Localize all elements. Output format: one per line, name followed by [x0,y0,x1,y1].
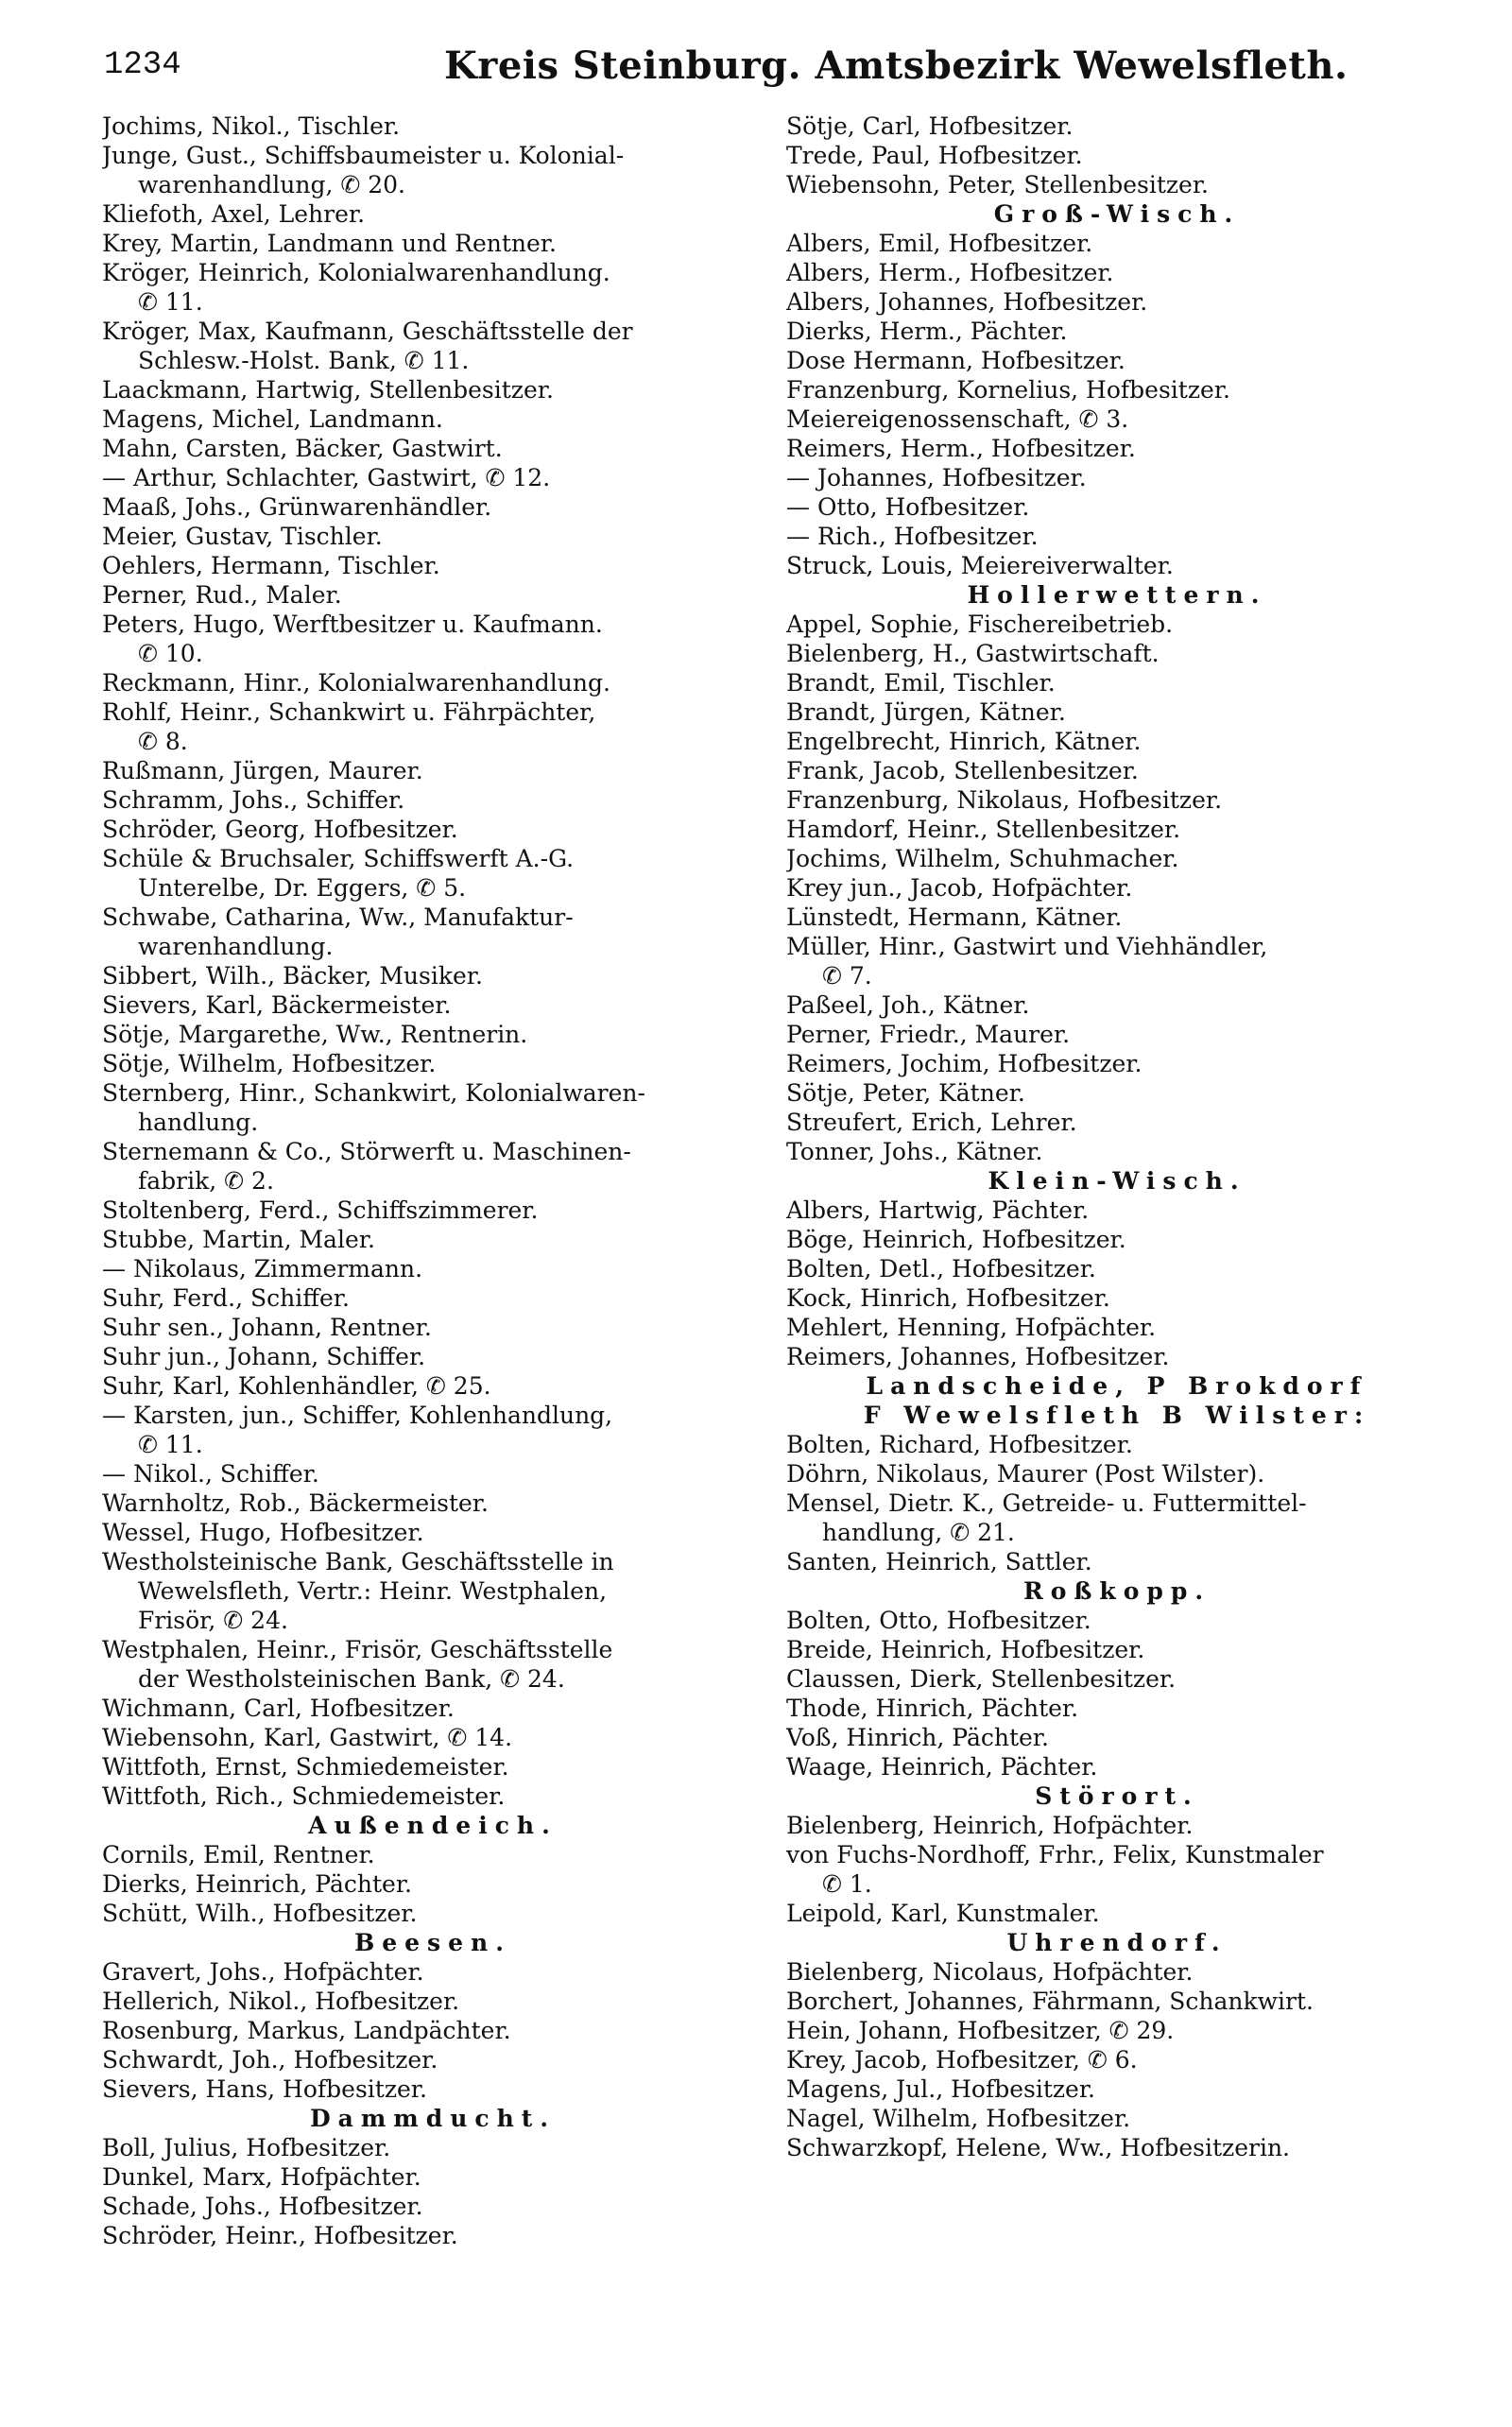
directory-entry: Peters, Hugo, Werftbesitzer u. Kaufmann. [102,611,603,638]
section-heading: Groß-Wisch. [993,200,1241,228]
directory-entry: Bolten, Detl., Hofbesitzer. [786,1255,1096,1282]
directory-entry: Wichmann, Carl, Hofbesitzer. [102,1695,455,1722]
directory-entry: Schwabe, Catharina, Ww., Manufaktur- [102,904,574,931]
directory-entry: Meier, Gustav, Tischler. [102,523,383,550]
section-heading: Uhrendorf. [1006,1929,1228,1956]
directory-entry: Wittfoth, Rich., Schmiedemeister. [102,1782,506,1810]
directory-entry: Trede, Paul, Hofbesitzer. [786,142,1083,169]
directory-entry: — Karsten, jun., Schiffer, Kohlenhandlung, [102,1402,613,1429]
section-heading: Störort. [1035,1782,1199,1810]
section-heading: Roßkopp. [1022,1577,1211,1605]
directory-entry: Albers, Herm., Hofbesitzer. [786,259,1114,286]
entry-continuation: ✆ 10. [138,640,203,667]
directory-entry: Sötje, Carl, Hofbesitzer. [786,112,1074,140]
directory-entry: Mehlert, Henning, Hofpächter. [786,1314,1157,1341]
directory-entry: Suhr, Ferd., Schiffer. [102,1284,350,1312]
directory-entry: Borchert, Johannes, Fährmann, Schankwirt. [786,1988,1314,2015]
directory-entry: Franzenburg, Nikolaus, Hofbesitzer. [786,786,1223,814]
directory-entry: Sievers, Karl, Bäckermeister. [102,991,452,1019]
directory-entry: Reimers, Jochim, Hofbesitzer. [786,1050,1143,1077]
directory-entry: Suhr jun., Johann, Schiffer. [102,1343,426,1370]
directory-entry: Albers, Emil, Hofbesitzer. [786,230,1093,257]
directory-entry: Schröder, Heinr., Hofbesitzer. [102,2222,458,2249]
section-heading: Außendeich. [308,1812,558,1839]
entry-continuation: ✆ 11. [138,1431,203,1458]
directory-entry: — Nikol., Schiffer. [102,1460,319,1488]
directory-entry: Thode, Hinrich, Pächter. [786,1695,1079,1722]
directory-entry: Böge, Heinrich, Hofbesitzer. [786,1226,1126,1253]
entry-continuation: der Westholsteinischen Bank, ✆ 24. [138,1665,565,1693]
directory-entry: Laackmann, Hartwig, Stellenbesitzer. [102,376,554,404]
directory-entry: Bielenberg, Heinrich, Hofpächter. [786,1812,1194,1839]
directory-entry: Santen, Heinrich, Sattler. [786,1548,1092,1575]
directory-entry: Schwarzkopf, Helene, Ww., Hofbesitzerin. [786,2134,1290,2161]
directory-entry: Warnholtz, Rob., Bäckermeister. [102,1489,489,1517]
directory-entry: Lünstedt, Hermann, Kätner. [786,904,1123,931]
directory-entry: Stoltenberg, Ferd., Schiffszimmerer. [102,1196,539,1224]
directory-entry: — Rich., Hofbesitzer. [786,523,1039,550]
directory-entry: Suhr sen., Johann, Rentner. [102,1314,432,1341]
directory-entry: Schröder, Georg, Hofbesitzer. [102,816,458,843]
directory-entry: Perner, Rud., Maler. [102,581,342,609]
directory-entry: Hamdorf, Heinr., Stellenbesitzer. [786,816,1181,843]
directory-entry: Bolten, Otto, Hofbesitzer. [786,1607,1091,1634]
directory-entry: Krey, Martin, Landmann und Rentner. [102,230,557,257]
directory-entry: Mahn, Carsten, Bäcker, Gastwirt. [102,435,503,462]
right-column [786,112,1448,2162]
directory-entry: Wittfoth, Ernst, Schmiedemeister. [102,1753,509,1781]
directory-entry: — Johannes, Hofbesitzer. [786,464,1087,491]
directory-entry: Appel, Sophie, Fischereibetrieb. [786,611,1174,638]
directory-entry: Dierks, Heinrich, Pächter. [102,1870,412,1898]
entry-continuation: fabrik, ✆ 2. [138,1167,274,1195]
directory-entry: Dierks, Herm., Pächter. [786,318,1068,345]
directory-entry: Schade, Johs., Hofbesitzer. [102,2193,423,2220]
directory-entry: Bielenberg, Nicolaus, Hofpächter. [786,1958,1194,1986]
left-column [102,112,764,2250]
directory-entry: Streufert, Erich, Lehrer. [786,1109,1077,1136]
directory-entry: Krey, Jacob, Hofbesitzer, ✆ 6. [786,2046,1138,2074]
directory-entry: Schwardt, Joh., Hofbesitzer. [102,2046,438,2074]
directory-entry: Albers, Johannes, Hofbesitzer. [786,288,1148,316]
section-heading: F Wewelsfleth B Wilster: [863,1402,1371,1429]
directory-entry: Schramm, Johs., Schiffer. [102,786,405,814]
directory-entry: Kock, Hinrich, Hofbesitzer. [786,1284,1110,1312]
directory-entry: Cornils, Emil, Rentner. [102,1841,375,1868]
entry-continuation: Schlesw.-Holst. Bank, ✆ 11. [138,347,470,374]
directory-entry: Schütt, Wilh., Hofbesitzer. [102,1900,418,1927]
directory-entry: Dunkel, Marx, Hofpächter. [102,2163,421,2191]
directory-entry: Magens, Michel, Landmann. [102,405,443,433]
directory-entry: Voß, Hinrich, Pächter. [786,1724,1049,1751]
directory-entry: Frank, Jacob, Stellenbesitzer. [786,757,1139,784]
directory-entry: Franzenburg, Kornelius, Hofbesitzer. [786,376,1230,404]
directory-entry: Sötje, Wilhelm, Hofbesitzer. [102,1050,437,1077]
entry-continuation: ✆ 7. [822,962,872,990]
entry-continuation: handlung. [138,1109,259,1136]
directory-entry: Jochims, Nikol., Tischler. [102,112,401,140]
section-heading: Hollerwettern. [967,581,1267,609]
entry-continuation: ✆ 8. [138,728,188,755]
directory-entry: Rohlf, Heinr., Schankwirt u. Fährpächter, [102,698,596,726]
directory-entry: Suhr, Karl, Kohlenhändler, ✆ 25. [102,1372,491,1400]
entry-continuation: Wewelsfleth, Vertr.: Heinr. Westphalen, [138,1577,608,1605]
directory-entry: Perner, Friedr., Maurer. [786,1021,1071,1048]
directory-entry: Kliefoth, Axel, Lehrer. [102,200,366,228]
directory-entry: Jochims, Wilhelm, Schuhmacher. [786,845,1179,872]
section-heading: Landscheide, P Brokdorf [866,1372,1368,1400]
section-heading: Dammducht. [309,2105,557,2132]
directory-entry: Paßeel, Joh., Kätner. [786,991,1030,1019]
directory-entry: Maaß, Johs., Grünwarenhändler. [102,493,492,521]
entry-continuation: Unterelbe, Dr. Eggers, ✆ 5. [138,874,467,902]
directory-entry: Brandt, Emil, Tischler. [786,669,1056,697]
entry-continuation: warenhandlung, ✆ 20. [138,171,406,198]
running-title: Kreis Steinburg. Amtsbezirk Wewelsfleth. [444,43,1349,88]
directory-entry: Junge, Gust., Schiffsbaumeister u. Kolonial- [102,142,625,169]
directory-entry: Meiereigenossenschaft, ✆ 3. [786,405,1129,433]
directory-entry: Waage, Heinrich, Pächter. [786,1753,1098,1781]
page-number: 1234 [104,47,181,83]
entry-continuation: warenhandlung. [138,933,334,960]
directory-entry: Reckmann, Hinr., Kolonialwarenhandlung. [102,669,610,697]
directory-entry: Westholsteinische Bank, Geschäftsstelle in [102,1548,614,1575]
directory-entry: von Fuchs-Nordhoff, Frhr., Felix, Kunstmaler [786,1841,1324,1868]
directory-entry: Tonner, Johs., Kätner. [786,1138,1043,1165]
directory-entry: Hein, Johann, Hofbesitzer, ✆ 29. [786,2017,1175,2044]
entry-continuation: Frisör, ✆ 24. [138,1607,288,1634]
directory-entry: Claussen, Dierk, Stellenbesitzer. [786,1665,1177,1693]
directory-entry: Müller, Hinr., Gastwirt und Viehhändler, [786,933,1268,960]
directory-entry: Westphalen, Heinr., Frisör, Geschäftsstelle [102,1636,613,1663]
directory-entry: Gravert, Johs., Hofpächter. [102,1958,424,1986]
directory-entry: — Arthur, Schlachter, Gastwirt, ✆ 12. [102,464,551,491]
directory-entry: Bolten, Richard, Hofbesitzer. [786,1431,1133,1458]
directory-entry: Wiebensohn, Peter, Stellenbesitzer. [786,171,1209,198]
directory-entry: Reimers, Herm., Hofbesitzer. [786,435,1136,462]
directory-entry: Kröger, Heinrich, Kolonialwarenhandlung. [102,259,610,286]
section-heading: Beesen. [354,1929,511,1956]
directory-entry: Reimers, Johannes, Hofbesitzer. [786,1343,1170,1370]
directory-entry: Nagel, Wilhelm, Hofbesitzer. [786,2105,1131,2132]
directory-entry: Sternberg, Hinr., Schankwirt, Kolonialwaren- [102,1079,645,1107]
page-header [0,0,1512,104]
directory-entry: Magens, Jul., Hofbesitzer. [786,2075,1095,2103]
directory-entry: Albers, Hartwig, Pächter. [786,1196,1090,1224]
directory-entry: Rußmann, Jürgen, Maurer. [102,757,423,784]
section-heading: Klein-Wisch. [988,1167,1246,1195]
entry-continuation: ✆ 1. [822,1870,872,1898]
directory-entry: Kröger, Max, Kaufmann, Geschäftsstelle der [102,318,633,345]
directory-entry: Schüle & Bruchsaler, Schiffswerft A.-G. [102,845,575,872]
directory-entry: Sötje, Peter, Kätner. [786,1079,1025,1107]
directory-entry: Oehlers, Hermann, Tischler. [102,552,440,579]
directory-entry: Sievers, Hans, Hofbesitzer. [102,2075,427,2103]
directory-entry: Hellerich, Nikol., Hofbesitzer. [102,1988,460,2015]
entry-continuation: handlung, ✆ 21. [822,1519,1015,1546]
directory-entry: Dose Hermann, Hofbesitzer. [786,347,1125,374]
directory-entry: Bielenberg, H., Gastwirtschaft. [786,640,1160,667]
directory-entry: Engelbrecht, Hinrich, Kätner. [786,728,1142,755]
directory-entry: Breide, Heinrich, Hofbesitzer. [786,1636,1145,1663]
directory-entry: Wessel, Hugo, Hofbesitzer. [102,1519,424,1546]
directory-entry: Mensel, Dietr. K., Getreide- u. Futtermittel- [786,1489,1307,1517]
directory-entry: Leipold, Karl, Kunstmaler. [786,1900,1100,1927]
directory-entry: Wiebensohn, Karl, Gastwirt, ✆ 14. [102,1724,513,1751]
directory-entry: — Otto, Hofbesitzer. [786,493,1030,521]
directory-entry: Sötje, Margarethe, Ww., Rentnerin. [102,1021,528,1048]
directory-entry: Döhrn, Nikolaus, Maurer (Post Wilster). [786,1460,1265,1488]
directory-entry: Krey jun., Jacob, Hofpächter. [786,874,1133,902]
directory-entry: Stubbe, Martin, Maler. [102,1226,375,1253]
directory-entry: Sternemann & Co., Störwerft u. Maschinen- [102,1138,631,1165]
entry-continuation: ✆ 11. [138,288,203,316]
directory-entry: Sibbert, Wilh., Bäcker, Musiker. [102,962,483,990]
directory-entry: Boll, Julius, Hofbesitzer. [102,2134,391,2161]
directory-entry: — Nikolaus, Zimmermann. [102,1255,423,1282]
directory-entry: Struck, Louis, Meiereiverwalter. [786,552,1174,579]
directory-entry: Brandt, Jürgen, Kätner. [786,698,1066,726]
directory-entry: Rosenburg, Markus, Landpächter. [102,2017,511,2044]
